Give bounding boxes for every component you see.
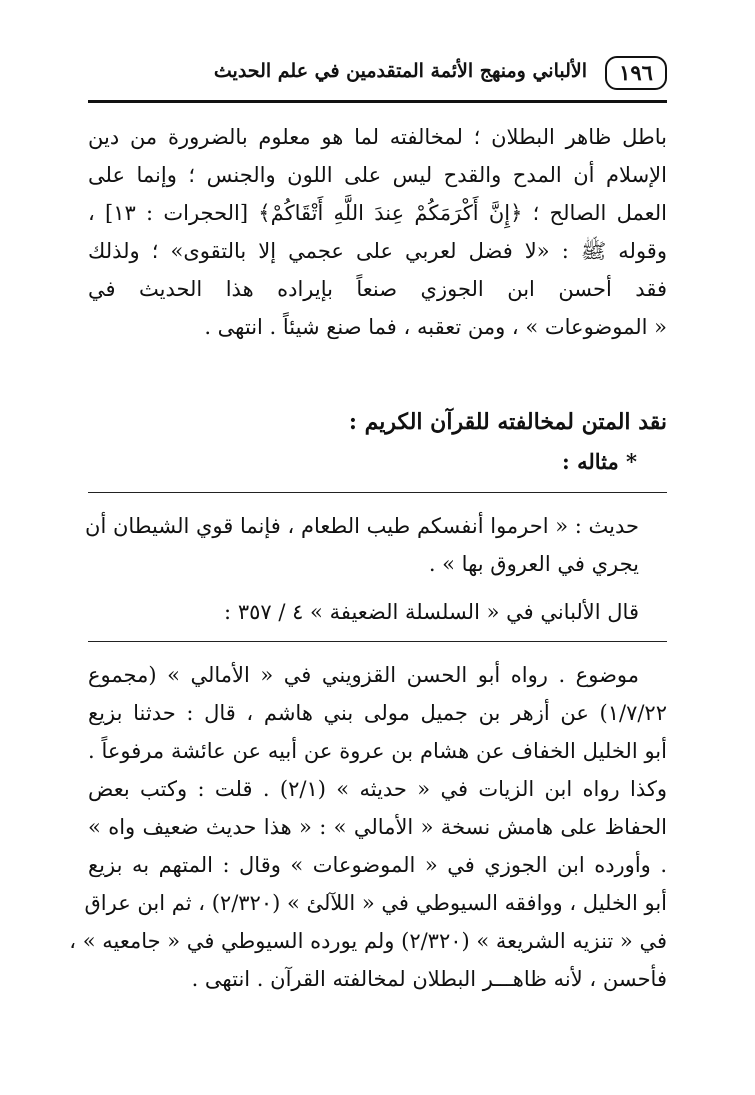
page-number: ١٩٦ bbox=[605, 56, 667, 90]
text-line: فقد أحسن ابن الجوزي صنعاً بإيراده هذا الحديث في bbox=[88, 277, 667, 301]
text-line: ١/٧/٢٢) عن أزهر بن جميل مولى بني هاشم ، قال : حدثنا بزيع bbox=[88, 701, 667, 725]
text-line: باطل ظاهر البطلان ؛ لمخالفته لما هو معلوم بالضرورة من دين bbox=[88, 125, 667, 149]
albani-quote bbox=[69, 656, 667, 998]
text-line: . وأورده ابن الجوزي في « الموضوعات » وقال : المتهم به بزيع bbox=[88, 853, 667, 877]
section-heading: نقد المتن لمخالفته للقرآن الكريم : bbox=[348, 409, 667, 435]
albani-citation: قال الألباني في « السلسلة الضعيفة » ٤ / ٣٥٧ : bbox=[224, 600, 639, 624]
page-header bbox=[88, 52, 667, 100]
text-line: وكذا رواه ابن الزيات في « حديثه » (٢/١) . قلت : وكتب بعض bbox=[88, 777, 667, 801]
text-line: حديث : « احرموا أنفسكم طيب الطعام ، فإنما قوي الشيطان أن bbox=[85, 514, 639, 538]
separator-line bbox=[88, 492, 667, 493]
header-rule bbox=[88, 100, 667, 103]
text-line: الحفاظ على هامش نسخة « الأمالي » : « هذا حديث ضعيف واه » bbox=[88, 815, 667, 839]
text-line: في « تنزيه الشريعة » (٢/٣٢٠) ولم يورده السيوطي في « جامعيه » ، bbox=[69, 929, 667, 953]
text-line: يجري في العروق بها » . bbox=[428, 552, 639, 576]
text-line: أبو الخليل الخفاف عن هشام بن عروة عن أبيه عن عائشة مرفوعاً . bbox=[88, 739, 667, 763]
text-line: أبو الخليل ، ووافقه السيوطي في « اللآلئ » (٢/٣٢٠) ، ثم ابن عراق bbox=[84, 891, 667, 915]
text-line: الإسلام أن المدح والقدح ليس على اللون والجنس ؛ وإنما على bbox=[88, 163, 667, 187]
running-title: الألباني ومنهج الأئمة المتقدمين في علم الحديث bbox=[213, 60, 587, 82]
hadith-text bbox=[85, 507, 667, 583]
text-line: « الموضوعات » ، ومن تعقبه ، فما صنع شيئاً . انتهى . bbox=[204, 315, 667, 339]
text-line: وقوله ﷺ : «لا فضل لعربي على عجمي إلا بالتقوى» ؛ ولذلك bbox=[88, 239, 667, 263]
text-line: العمل الصالح ؛ ﴿إِنَّ أَكْرَمَكُمْ عِندَ اللَّهِ أَتْقَاكُمْ﴾ [الحجرات : ١٣] ، bbox=[88, 201, 667, 225]
page-body bbox=[69, 118, 667, 998]
text-line: فأحسن ، لأنه ظاهـــر البطلان لمخالفته القرآن . انتهى . bbox=[191, 967, 667, 991]
example-label: * مثاله : bbox=[562, 449, 637, 474]
separator-line bbox=[88, 641, 667, 642]
text-line: موضوع . رواه أبو الحسن القزويني في « الأمالي » (مجموع bbox=[88, 663, 639, 687]
intro-paragraph bbox=[88, 118, 667, 346]
